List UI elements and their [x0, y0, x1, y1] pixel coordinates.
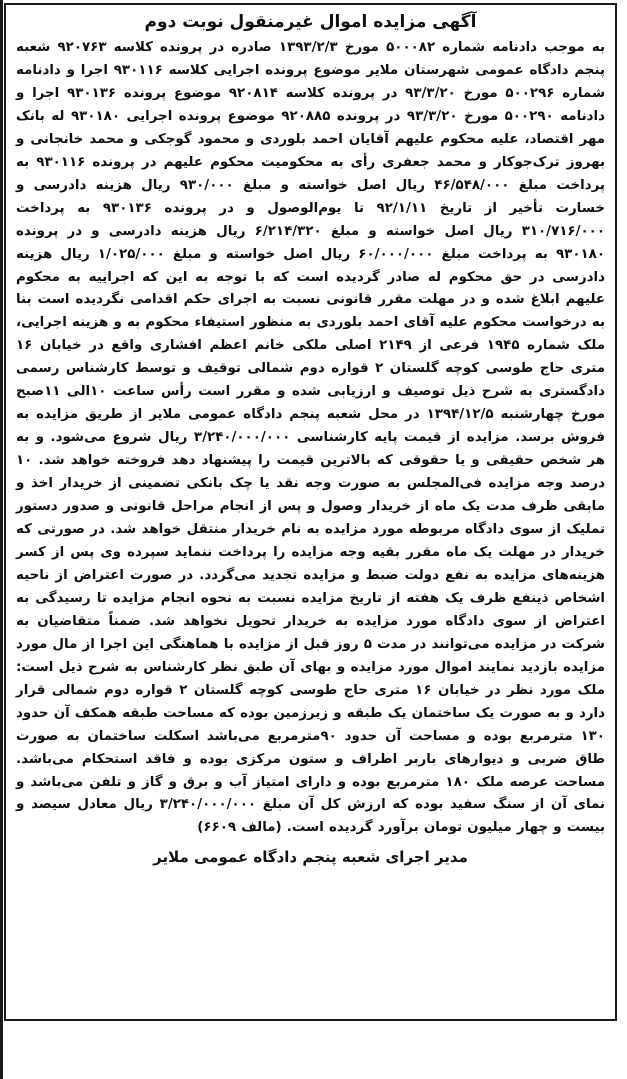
page-edge-bar: [0, 0, 3, 1079]
notice-title: آگهی مزایده اموال غیرمنقول نوبت دوم: [144, 12, 477, 32]
notice-body: به موجب دادنامه شماره ۵۰۰۰۸۲ مورخ ۱۳۹۳/۲/۳ صادره در پرونده کلاسه ۹۲۰۷۶۳ شعبه پنجم دادگاه عمومی شهرستان ملایر موضوع پرونده اجرایی کلاسه ۹۳۰۱۱۶ اجرا و دادنامه شماره ۵۰۰۲۹۶ مورخ ۹۳/۳/۲۰ در پرونده کلاسه ۹۲۰۸۱۴ موضوع پرونده ۹۳۰۱۳۶ اجرا و دادنامه ۵۰۰۲۹۰ مورخ ۹۳/۳/۲۰ در پرونده ۹۲۰۸۸۵ موضوع پرونده اجرایی ۹۳۰۱۸۰ له بانک مهر اقتصاد، علیه محکوم علیهم آقایان احمد بلوردی و محمود گوجکی و محمد خانجانی و بهروز ترک‌جوکار و محمد جعفری رأی به محکومیت محکوم علیهم در پرونده ۹۳۰۱۱۶ به پرداخت مبلغ ۴۶/۵۴۸/۰۰۰ ریال اصل خواسته و مبلغ ۹۳۰/۰۰۰ ریال هزینه دادرسی و خسارت تأخیر از تاریخ ۹۲/۱/۱۱ تا یوم‌الوصول و در پرونده ۹۳۰۱۳۶ به پرداخت ۳۱۰/۷۱۶/۰۰۰ ریال اصل خواسته و مبلغ ۶/۲۱۴/۳۲۰ ریال هزینه دادرسی و در پرونده ۹۳۰۱۸۰ به پرداخت مبلغ ۶۰/۰۰۰/۰۰۰ ریال اصل خواسته و مبلغ ۱/۰۲۵/۰۰۰ ریال هزینه دادرسی در حق محکوم له صادر گردیده است که با توجه به این که اجراییه به محکوم علیهم ابلاغ شده و در مهلت مقرر قانونی نسبت به اجرای حکم اقدامی نگردیده است بنا به درخواست محکوم علیه آقای احمد بلوردی به منظور استیفاء محکوم به و هزینه اجرایی، ملک شماره ۱۹۴۵ فرعی از ۲۱۴۹ اصلی ملکی خانم اعظم افشاری واقع در خیابان ۱۶ متری حاج طوسی کوچه گلستان ۲ قواره دوم شمالی توقیف و توسط کارشناس رسمی دادگستری به شرح ذیل توصیف و ارزیابی شده و مقرر است رأس ساعت ۱۰الی ۱۱صبح مورخ چهارشنبه ۱۳۹۴/۱۲/۵ در محل شعبه پنجم دادگاه عمومی ملایر از طریق مزایده به فروش برسد. مزایده از قیمت پایه کارشناسی ۳/۲۴۰/۰۰۰/۰۰۰ ریال شروع می‌شود. و به هر شخص حقیقی و یا حقوقی که بالاترین قیمت را پیشنهاد دهد فروخته خواهد شد. ۱۰ درصد وجه مزایده فی‌المجلس به صورت وجه نقد یا چک بانکی تضمینی از خریدار اخذ و مابقی ظرف مدت یک ماه از خریدار وصول و پس از انجام مراحل قانونی و صدور دستور تملیک از سوی دادگاه مربوطه مورد مزایده به نام خریدار منتقل خواهد شد. در صورتی که خریدار در مهلت یک ماه مقرر بقیه وجه مزایده را پرداخت ننماید سپرده وی پس از کسر هزینه‌های مزایده به نفع دولت ضبط و مزایده تجدید می‌گردد. در صورت اعتراض از ناحیه اشخاص ذینفع ظرف یک هفته از تاریخ مزایده نسبت به نحوه انجام مزایده تا رسیدگی به اعتراض از سوی دادگاه مورد مزایده به خریدار تحویل نخواهد شد. ضمناً متقاضیان به شرکت در مزایده می‌توانند در مدت ۵ روز قبل از مزایده با هماهنگی این اجرا از مال مورد مزایده بازدید نمایند اموال مورد مزایده و بهای آن طبق نظر کارشناس به شرح ذیل است: ملک مورد نظر در خیابان ۱۶ متری حاج طوسی کوچه گلستان ۲ قواره دوم شمالی قرار دارد و به صورت یک ساختمان یک طبقه و زیرزمین بوده که مساحت طبقه همکف آن حدود ۱۳۰ مترمربع بوده و مساحت آن حدود ۹۰مترمربع می‌باشد اسکلت ساختمان به صورت طاق ضربی و دیوارهای باربر اطراف و ستون مرکزی بوده و فاقد استحکام می‌باشد. مساحت عرصه ملک ۱۸۰ مترمربع بوده و دارای امتیاز آب و برق و گاز و تلفن می‌باشد و نمای آن از سنگ سفید بوده که ارزش کل آن مبلغ ۳/۲۴۰/۰۰۰/۰۰۰ ریال معادل سیصد و بیست و چهار میلیون تومان برآورد گردیده است. (مالف ۶۶۰۹): [16, 40, 606, 836]
auction-notice: [4, 3, 617, 1021]
notice-signature: مدیر اجرای شعبه پنجم دادگاه عمومی ملایر: [153, 848, 468, 867]
